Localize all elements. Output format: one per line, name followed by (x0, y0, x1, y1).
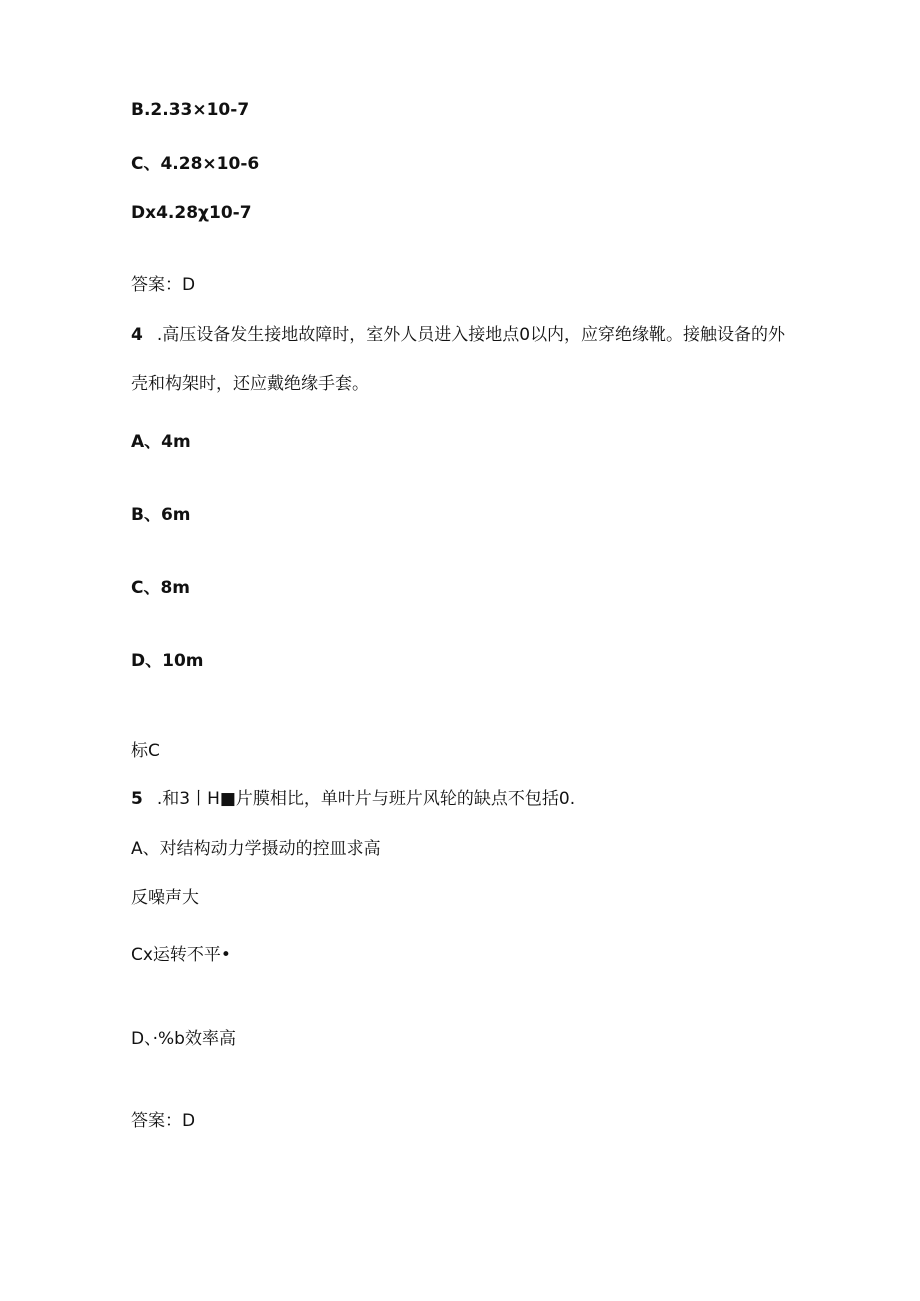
question-5 (131, 788, 575, 810)
question-5-text: .和3丨H■片膜相比，单叶片与班片风轮的缺点不包括0. (156, 789, 576, 809)
question-4-option-d: D、10m (131, 651, 204, 671)
question-5-option-d: D、·%b效率高 (131, 1029, 236, 1049)
question-5-answer: 答案：D (131, 1111, 196, 1131)
question-5-option-b: 反噪声大 (131, 888, 199, 908)
option-b-prev: B.2.33×10-7 (131, 100, 250, 120)
question-5-option-a: A、对结构动力学摄动的控皿求高 (131, 839, 381, 859)
answer-prev: 答案：D (131, 275, 196, 295)
question-4-option-b: B、6m (131, 505, 191, 525)
question-5-number: 5 (131, 789, 143, 809)
question-4-number: 4 (131, 325, 143, 345)
question-4-option-a: A、4m (131, 432, 191, 452)
question-4-text-line2: 壳和构架时，还应戴绝缘手套。 (131, 374, 369, 394)
option-d-prev: Dx4.28χ10-7 (131, 203, 252, 223)
option-c-prev: C、4.28×10-6 (131, 154, 260, 174)
question-4 (131, 324, 785, 346)
question-4-text-line1: .高压设备发生接地故障时，室外人员进入接地点0以内，应穿绝缘靴。接触设备的外 (156, 325, 786, 345)
question-4-option-c: C、8m (131, 578, 191, 598)
question-4-answer: 标C (131, 741, 160, 761)
question-5-option-c: Cx运转不平• (131, 945, 231, 965)
